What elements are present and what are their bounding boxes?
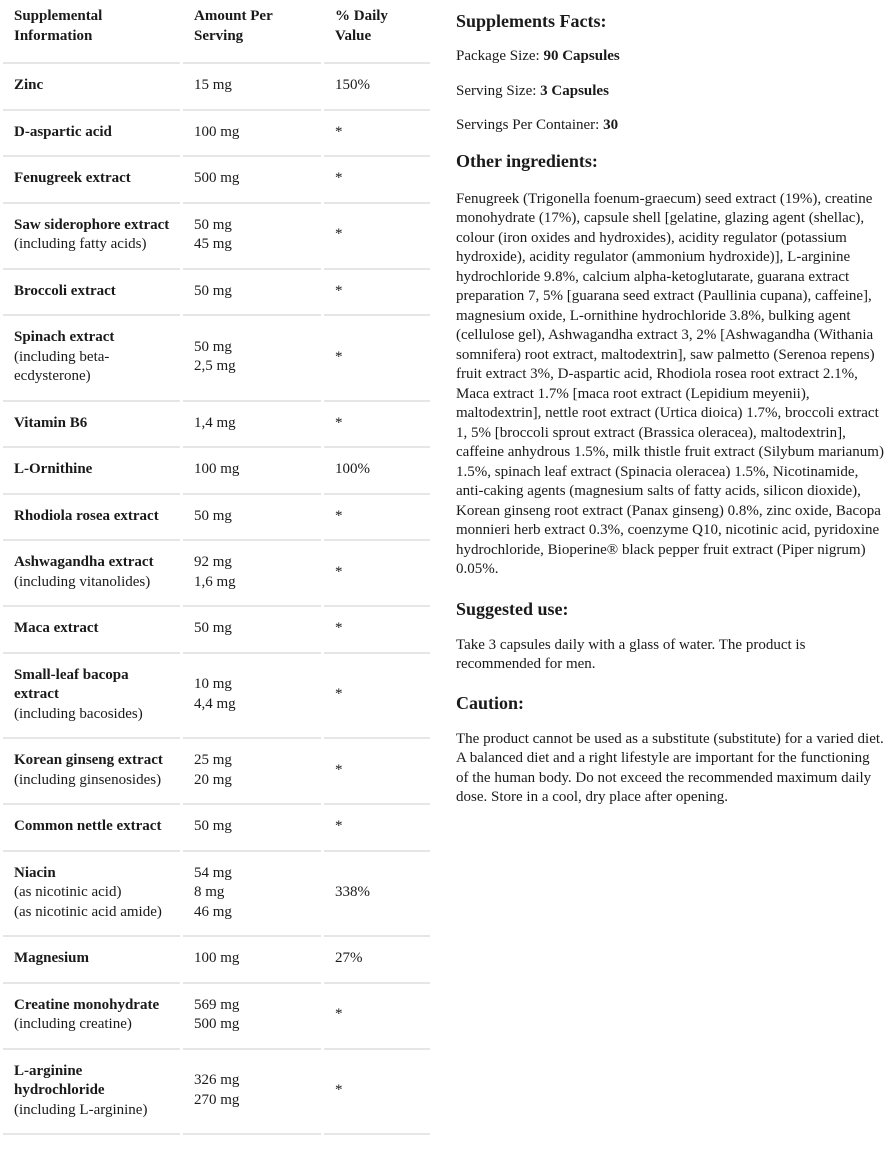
amount-value: 54 mg <box>194 864 232 881</box>
ingredient-name: Creatine monohydrate <box>14 996 160 1013</box>
table-row <box>3 111 430 158</box>
table-row <box>3 64 430 111</box>
ingredient-cell <box>3 316 180 402</box>
ingredient-cell <box>3 448 180 495</box>
ingredient-name: Zinc <box>14 77 44 93</box>
amount-cell <box>183 64 321 111</box>
table-row <box>3 448 430 495</box>
amount-cell <box>183 448 321 495</box>
table-row <box>3 402 430 449</box>
ingredient-name: L-arginine hydrochloride <box>14 1062 105 1098</box>
ingredient-cell <box>3 984 180 1050</box>
ingredient-name: Small-leaf bacopa extract <box>14 666 129 702</box>
daily-value-cell: * <box>324 402 430 449</box>
daily-value-cell: * <box>324 157 430 204</box>
amount-cell <box>183 984 321 1050</box>
servings-per-container-label: Servings Per Container: <box>456 117 604 133</box>
ingredient-name: D-aspartic acid <box>14 123 112 140</box>
table-row <box>3 157 430 204</box>
daily-value-cell: * <box>324 270 430 317</box>
ingredient-name: Common nettle extract <box>14 818 162 834</box>
table-row <box>3 739 430 805</box>
amount-cell <box>183 495 321 542</box>
package-size <box>456 47 884 67</box>
amount-cell <box>183 654 321 740</box>
daily-value-cell: 100% <box>324 448 430 495</box>
amount-cell <box>183 402 321 449</box>
amount-value: 100 mg <box>194 123 240 140</box>
ingredient-subnote: (including creatine) <box>14 1016 132 1032</box>
table-row <box>3 852 430 938</box>
ingredient-cell <box>3 805 180 852</box>
daily-value-cell: 27% <box>324 937 430 984</box>
serving-size-value: 3 Capsules <box>540 82 609 99</box>
ingredient-cell <box>3 204 180 270</box>
amount-value: 8 mg <box>194 884 225 900</box>
amount-value: 50 mg <box>194 282 232 299</box>
amount-value: 270 mg <box>194 1091 240 1108</box>
amount-cell <box>183 111 321 158</box>
ingredient-name: Saw siderophore extract <box>14 216 170 233</box>
supplement-facts-table <box>0 0 433 1135</box>
table-row <box>3 937 430 984</box>
package-size-label: Package Size: <box>456 48 544 64</box>
other-ingredients-heading: Other ingredients: <box>456 150 598 171</box>
amount-value: 2,5 mg <box>194 358 236 375</box>
amount-value: 50 mg <box>194 507 232 524</box>
serving-size-label: Serving Size: <box>456 82 541 99</box>
ingredient-cell <box>3 1050 180 1136</box>
amount-value: 326 mg <box>194 1072 240 1089</box>
ingredient-name: Niacin <box>14 864 56 881</box>
ingredient-cell <box>3 541 180 607</box>
daily-value-cell: * <box>324 1050 430 1136</box>
servings-per-container-value: 30 <box>603 117 619 133</box>
amount-cell <box>183 1050 321 1136</box>
ingredient-subnote: (including bacosides) <box>14 705 143 722</box>
ingredient-cell <box>3 937 180 984</box>
suggested-use-heading: Suggested use: <box>456 598 569 619</box>
ingredient-name: Spinach extract <box>14 329 115 345</box>
daily-value-cell: * <box>324 984 430 1050</box>
caution-text: The product cannot be used as a substitute (substitute) for a varied diet. A balanced diet and a right lifestyle are important for the functioning of the human body. Do not exceed the recommended maximum daily dose. Store in a cool, dry place after opening. <box>456 730 884 805</box>
table-row <box>3 1050 430 1136</box>
amount-value: 500 mg <box>194 170 240 186</box>
table-row <box>3 541 430 607</box>
table-row <box>3 607 430 654</box>
amount-cell <box>183 852 321 938</box>
serving-size <box>456 82 884 102</box>
suggested-use-text: Take 3 capsules daily with a glass of water. The product is recommended for men. <box>456 636 806 672</box>
ingredient-cell <box>3 654 180 740</box>
amount-cell <box>183 739 321 805</box>
ingredient-cell <box>3 852 180 938</box>
ingredient-cell <box>3 111 180 158</box>
amount-value: 10 mg <box>194 676 232 693</box>
amount-value: 50 mg <box>194 216 232 233</box>
ingredient-cell <box>3 495 180 542</box>
header-supplemental-information: Supplemental Information <box>3 0 180 64</box>
table-row <box>3 805 430 852</box>
amount-value: 92 mg <box>194 554 232 570</box>
amount-value: 15 mg <box>194 77 232 93</box>
amount-value: 46 mg <box>194 903 232 920</box>
ingredient-subnote: (as nicotinic acid) <box>14 884 122 900</box>
daily-value-cell: * <box>324 204 430 270</box>
ingredient-name: Korean ginseng extract <box>14 752 163 768</box>
daily-value-cell: * <box>324 541 430 607</box>
other-ingredients-text: Fenugreek (Trigonella foenum-graecum) seed extract (19%), creatine monohydrate (17%), capsule shell [gelatine, glazing agent (shellac), colour (iron oxides and hydroxides), acidity regulator (potassium hydroxide), acidity regulator (ammonium hydroxide)], L-arginine hydrochloride 9.8%, calcium alpha-ketoglutarate, guarana extract preparation 7, 5% [guarana seed extract (Paullinia cupana), caffeine], magnesium oxide, L-ornithine hydrochloride 3.8%, bulking agent (cellulose gel), Ashwagandha extract 3, 2% [Ashwagandha (Withania somnifera) root extract, maltodextrin], saw palmetto (Serenoa repens) fruit extract 3%, D-aspartic acid, Rhodiola rosea root extract 2.1%, Maca extract 1.7% [maca root extract (Lepidium meyenii), maltodextrin], nettle root extract (Urtica dioica) 1.7%, broccoli extract 1, 5% [broccoli sprout extract (Brassica oleracea), maltodextrin], caffeine anhydrous 1.5%, milk thistle fruit extract (Silybum marianum) 1.5%, spinach leaf extract (Spinacia oleracea) 1.5%, Nicotinamide, anti-caking agents (magnesium salts of fatty acids, silicon dioxide), Korean ginseng root extract (Panax ginseng) 0.8%, zinc oxide, Bacopa monnieri herb extract 0.3%, coenzyme Q10, nicotinic acid, pyridoxine hydrochloride, Bioperine® black pepper fruit extract (Piper nigrum) 0.05%. <box>456 190 884 577</box>
amount-cell <box>183 270 321 317</box>
amount-value: 1,4 mg <box>194 414 236 431</box>
table-row <box>3 495 430 542</box>
ingredient-subnote: (including vitanolides) <box>14 573 151 590</box>
servings-per-container <box>456 116 884 136</box>
amount-value: 569 mg <box>194 996 240 1013</box>
ingredient-name: L-Ornithine <box>14 461 93 477</box>
amount-cell <box>183 204 321 270</box>
amount-value: 50 mg <box>194 620 232 636</box>
amount-value: 45 mg <box>194 236 232 252</box>
daily-value-cell: * <box>324 607 430 654</box>
ingredient-name: Ashwagandha extract <box>14 554 154 570</box>
amount-value: 500 mg <box>194 1016 240 1032</box>
amount-value: 100 mg <box>194 461 240 477</box>
caution-heading: Caution: <box>456 692 525 713</box>
ingredient-name: Magnesium <box>14 950 89 966</box>
daily-value-cell: * <box>324 739 430 805</box>
amount-value: 50 mg <box>194 338 232 355</box>
amount-cell <box>183 541 321 607</box>
daily-value-cell: 150% <box>324 64 430 111</box>
supplements-facts-heading: Supplements Facts: <box>456 11 607 31</box>
ingredient-cell <box>3 64 180 111</box>
header-amount-per-serving: Amount Per Serving <box>183 0 321 64</box>
ingredient-cell <box>3 739 180 805</box>
amount-value: 50 mg <box>194 818 232 834</box>
table-row <box>3 204 430 270</box>
table-row <box>3 270 430 317</box>
amount-cell <box>183 316 321 402</box>
amount-value: 25 mg <box>194 752 232 768</box>
amount-cell <box>183 157 321 204</box>
ingredient-name: Vitamin B6 <box>14 414 88 431</box>
table-row <box>3 316 430 402</box>
amount-value: 4,4 mg <box>194 695 236 712</box>
amount-value: 100 mg <box>194 950 240 966</box>
table-header-row <box>3 0 430 64</box>
daily-value-cell: * <box>324 495 430 542</box>
ingredient-name: Broccoli extract <box>14 282 116 299</box>
ingredient-cell <box>3 270 180 317</box>
amount-cell <box>183 937 321 984</box>
package-size-value: 90 Capsules <box>543 48 620 64</box>
supplement-table-section <box>0 0 430 1135</box>
amount-value: 20 mg <box>194 771 232 788</box>
daily-value-cell: * <box>324 805 430 852</box>
ingredient-subnote: (including beta-ecdysterone) <box>14 348 110 384</box>
table-body <box>3 64 430 1135</box>
header-daily-value: % Daily Value <box>324 0 430 64</box>
daily-value-cell: * <box>324 316 430 402</box>
ingredient-subnote: (including L-arginine) <box>14 1101 148 1118</box>
ingredient-cell <box>3 402 180 449</box>
ingredient-name: Fenugreek extract <box>14 170 131 186</box>
ingredient-cell <box>3 157 180 204</box>
ingredient-subnote: (including fatty acids) <box>14 236 147 252</box>
table-row <box>3 984 430 1050</box>
ingredient-subnote: (as nicotinic acid amide) <box>14 903 162 920</box>
table-row <box>3 654 430 740</box>
amount-cell <box>183 805 321 852</box>
amount-value: 1,6 mg <box>194 573 236 590</box>
daily-value-cell: * <box>324 111 430 158</box>
daily-value-cell: * <box>324 654 430 740</box>
ingredient-name: Rhodiola rosea extract <box>14 507 159 524</box>
ingredient-name: Maca extract <box>14 620 99 636</box>
ingredient-subnote: (including ginsenosides) <box>14 771 162 788</box>
amount-cell <box>183 607 321 654</box>
ingredient-cell <box>3 607 180 654</box>
daily-value-cell: 338% <box>324 852 430 938</box>
product-info-section <box>456 0 884 808</box>
